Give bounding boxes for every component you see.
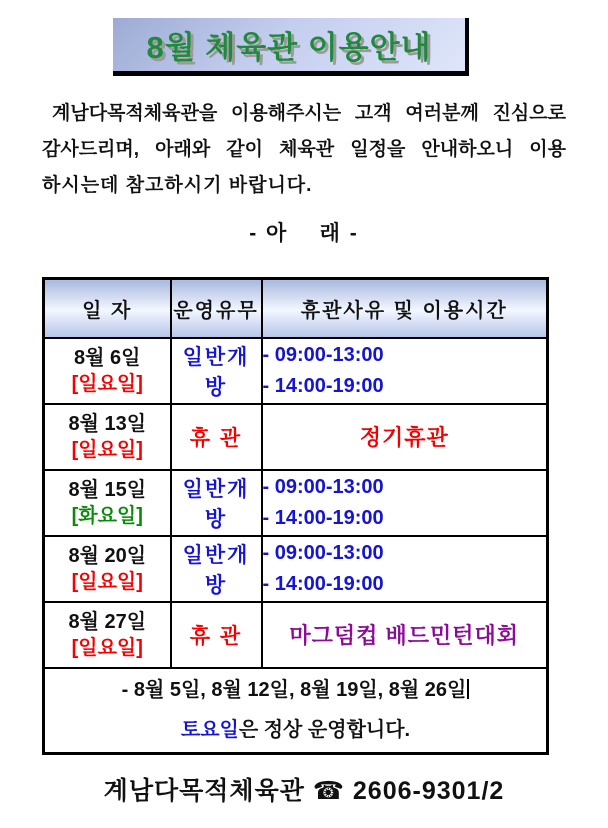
saturday-open-line xyxy=(45,710,546,750)
weekday-text: [화요일] xyxy=(71,504,143,527)
time-slot: - 09:00-13:00 xyxy=(262,541,384,564)
table-header-row xyxy=(44,279,548,338)
time-slot: - 14:00-19:00 xyxy=(262,572,384,595)
hours-cell xyxy=(262,470,548,536)
page-title: 8월 체육관 이용안내 xyxy=(146,30,432,65)
date-text: 8월 27일 xyxy=(68,610,147,633)
date-text: 8월 20일 xyxy=(68,544,147,567)
status-cell: 휴 관 xyxy=(171,602,262,668)
table-note-row xyxy=(44,668,548,754)
date-cell xyxy=(44,602,171,668)
header-reason: 휴관사유 및 이용시간 xyxy=(262,279,548,338)
header-date: 일 자 xyxy=(44,279,171,338)
saturday-note-cell xyxy=(44,668,548,754)
weekday-text: [일요일] xyxy=(71,438,143,461)
date-text: 8월 15일 xyxy=(68,478,147,501)
reason-cell: 정기휴관 xyxy=(262,404,548,470)
table-row xyxy=(44,404,548,470)
date-cell xyxy=(44,338,171,404)
header-status: 운영유무 xyxy=(171,279,262,338)
intro-line: 하시는데 참고하시기 바랍니다. xyxy=(42,175,313,196)
saturday-rest: 은 정상 운영합니다. xyxy=(238,719,411,742)
time-slot: - 14:00-19:00 xyxy=(262,506,384,529)
table-row xyxy=(44,536,548,602)
time-slot: - 09:00-13:00 xyxy=(262,343,384,366)
schedule-table xyxy=(42,277,549,755)
date-text: 8월 6일 xyxy=(74,346,141,369)
weekday-text: [일요일] xyxy=(71,636,143,659)
hours-cell xyxy=(262,536,548,602)
date-cell xyxy=(44,536,171,602)
time-slot: - 09:00-13:00 xyxy=(262,475,384,498)
status-cell: 일반개방 xyxy=(171,338,262,404)
status-cell: 휴 관 xyxy=(171,404,262,470)
intro-line: 계남다목적체육관을 이용해주시는 고객 여러분께 진심으로 xyxy=(52,103,566,124)
date-text: 8월 13일 xyxy=(68,412,147,435)
saturday-highlight: 토요일 xyxy=(180,719,239,742)
table-row xyxy=(44,602,548,668)
title-banner xyxy=(113,18,469,76)
intro-paragraph xyxy=(42,96,566,204)
saturday-dates-line: - 8월 5일, 8월 12일, 8월 19일, 8월 26일 xyxy=(45,670,546,710)
contact-text: 계남다목적체육관 ☎ 2606-9301/2 xyxy=(103,777,505,805)
text-cursor xyxy=(467,679,469,699)
time-slot: - 14:00-19:00 xyxy=(262,374,384,397)
status-cell: 일반개방 xyxy=(171,536,262,602)
table-row xyxy=(44,338,548,404)
below-divider: - 아 래 - xyxy=(249,222,359,245)
date-cell xyxy=(44,470,171,536)
intro-line: 감사드리며, 아래와 같이 체육관 일정을 안내하오니 이용 xyxy=(42,139,566,160)
weekday-text: [일요일] xyxy=(71,372,143,395)
contact-footer xyxy=(0,771,608,807)
hours-cell xyxy=(262,338,548,404)
date-cell xyxy=(44,404,171,470)
status-cell: 일반개방 xyxy=(171,470,262,536)
table-row xyxy=(44,470,548,536)
weekday-text: [일요일] xyxy=(71,570,143,593)
reason-cell: 마그덤컵 배드민턴대회 xyxy=(262,602,548,668)
